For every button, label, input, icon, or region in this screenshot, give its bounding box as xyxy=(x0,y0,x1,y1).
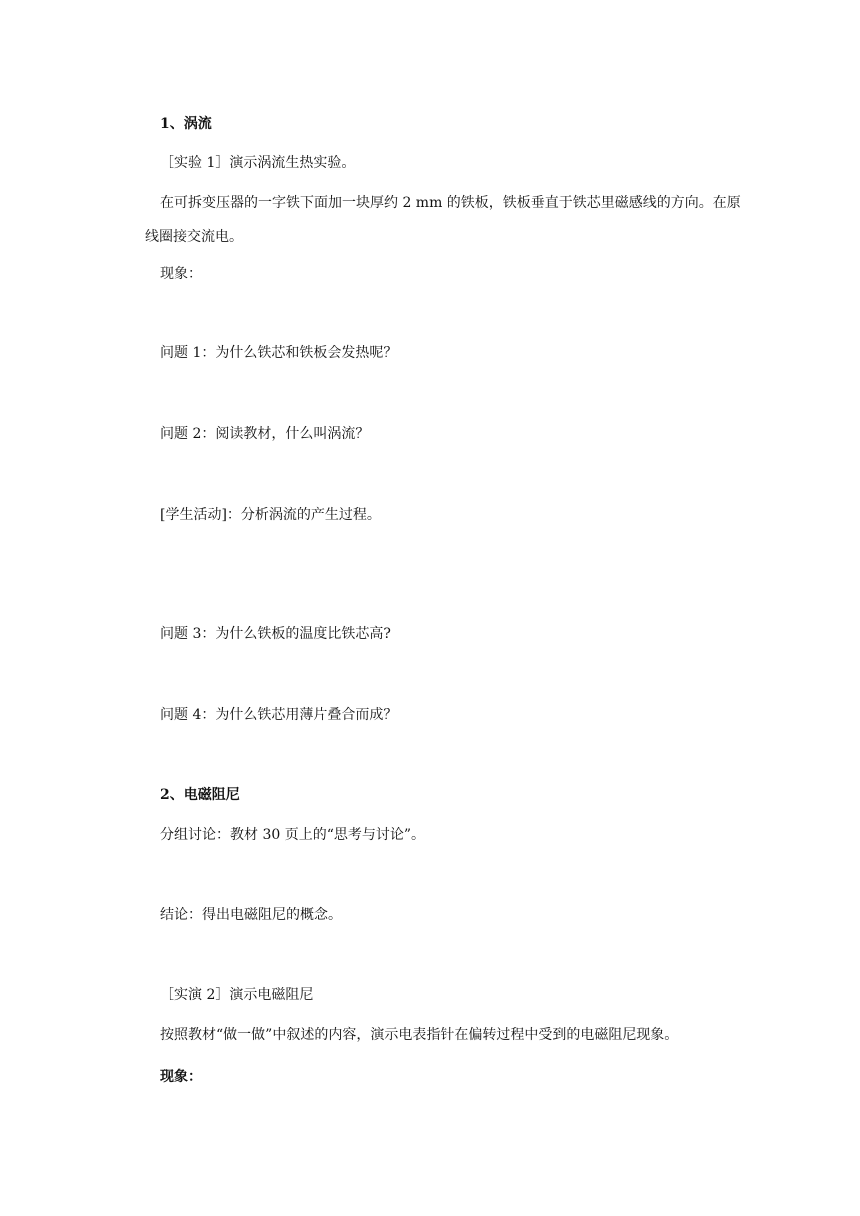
phenomenon-label-1: 现象： xyxy=(160,266,202,282)
question-1: 问题 1：为什么铁芯和铁板会发热呢？ xyxy=(160,345,398,361)
experiment-1-title: ［实验 1］演示涡流生热实验。 xyxy=(160,155,356,171)
experiment-1-setup: 在可拆变压器的一字铁下面加一块厚约 2 mm 的铁板，铁板垂直于铁芯里磁感线的方向。在原线圈接交流电。 xyxy=(145,195,741,245)
conclusion: 结论：得出电磁阻尼的概念。 xyxy=(160,907,342,923)
group-discussion: 分组讨论：教材 30 页上的“思考与讨论”。 xyxy=(160,827,426,843)
section-heading-eddy-current: 1、涡流 xyxy=(160,116,212,132)
question-2: 问题 2：阅读教材，什么叫涡流？ xyxy=(160,426,370,442)
question-4: 问题 4：为什么铁芯用薄片叠合而成？ xyxy=(160,707,398,723)
experiment-2-title: ［实演 2］演示电磁阻尼 xyxy=(160,987,314,1003)
phenomenon-label-2: 现象： xyxy=(160,1069,202,1085)
experiment-2-procedure: 按照教材“做一做”中叙述的内容，演示电表指针在偏转过程中受到的电磁阻尼现象。 xyxy=(160,1027,679,1043)
question-3: 问题 3：为什么铁板的温度比铁芯高? xyxy=(160,626,391,642)
section-heading-electromagnetic-damping: 2、电磁阻尼 xyxy=(160,787,240,803)
student-activity: [学生活动]：分析涡流的产生过程。 xyxy=(160,507,381,523)
